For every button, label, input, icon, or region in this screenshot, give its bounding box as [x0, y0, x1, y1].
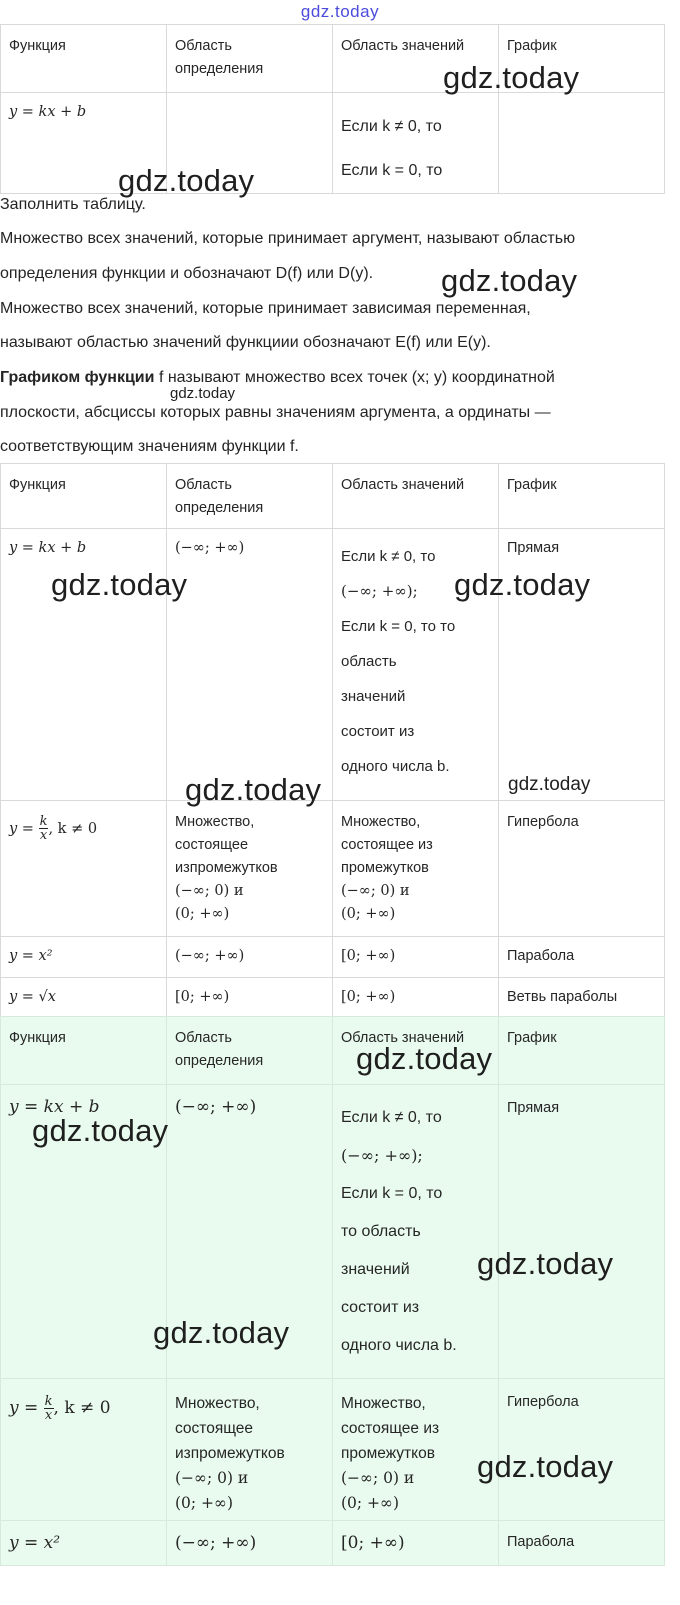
paragraph-line: называют областью значений функциии обозначают E(f) или E(y). — [0, 334, 491, 351]
header-function: Функция — [1, 464, 167, 529]
domain-line: (0; +∞) — [175, 1494, 234, 1512]
header-domain: Область определения — [167, 25, 333, 93]
range-line: состоящее из — [341, 837, 433, 853]
table-row — [1, 1521, 665, 1566]
header-graph: График — [499, 464, 665, 529]
function-cell: y = kx + b — [9, 104, 87, 120]
range-cell: [0; +∞) — [341, 948, 396, 964]
domain-line: Множество, — [175, 1395, 260, 1412]
domain-cell: (−∞; +∞) — [175, 1533, 257, 1553]
watermark: gdz.today — [153, 1315, 290, 1350]
graph-cell: Прямая — [499, 1085, 665, 1379]
fraction-numerator: k — [44, 1394, 53, 1409]
top-watermark: gdz.today — [300, 2, 380, 21]
domain-cell: [0; +∞) — [175, 989, 230, 1005]
range-line: область — [341, 653, 397, 670]
fraction-denominator: x — [39, 828, 48, 843]
graph-cell: Гипербола — [499, 801, 665, 937]
range-cell: [0; +∞) — [341, 989, 396, 1005]
header-range: Область значений — [333, 1017, 499, 1085]
graph-cell: Парабола — [499, 1521, 665, 1566]
range-line: состоящее из — [341, 1420, 440, 1437]
fraction-denominator: x — [44, 1408, 53, 1423]
watermark: gdz.today — [185, 772, 322, 807]
domain-cell: (−∞; +∞) — [175, 1097, 257, 1117]
watermark: gdz.today — [443, 60, 580, 95]
range-line: промежутков — [341, 860, 429, 876]
paragraph-line: Множество всех значений, которые принимает аргумент, называют областью — [0, 230, 576, 247]
header-range: Область значений — [333, 25, 499, 93]
table-row — [1, 937, 665, 978]
graph-cell: Гипербола — [499, 1379, 665, 1521]
watermark: gdz.today — [508, 774, 591, 795]
domain-line: изпромежутков — [175, 1445, 285, 1462]
filled-table — [0, 463, 665, 1019]
header-function: Функция — [1, 25, 167, 93]
watermark: gdz.today — [477, 1449, 614, 1484]
range-line: то область — [341, 1223, 421, 1240]
domain-line: Множество, — [175, 814, 255, 830]
range-line: Множество, — [341, 814, 421, 830]
domain-line: (−∞; 0) и — [175, 883, 244, 899]
range-line: Если k = 0, то — [341, 162, 443, 179]
range-line: Если k = 0, то — [341, 1185, 443, 1202]
domain-line: состоящее — [175, 1420, 254, 1437]
range-line: значений — [341, 688, 406, 705]
range-line: (0; +∞) — [341, 906, 396, 922]
watermark: gdz.today — [356, 1041, 493, 1076]
domain-line: (0; +∞) — [175, 906, 230, 922]
header-domain: Область определения — [167, 1017, 333, 1085]
range-line: промежутков — [341, 1445, 435, 1462]
domain-line: изпромежутков — [175, 860, 278, 876]
graph-cell: Прямая — [499, 529, 665, 801]
range-line: Если k ≠ 0, то — [341, 548, 436, 565]
header-graph: График — [499, 1017, 665, 1085]
range-line: Если k ≠ 0, то — [341, 1109, 442, 1126]
range-line: (−∞; +∞); — [341, 582, 418, 600]
domain-line: состоящее — [175, 837, 249, 853]
range-cell: [0; +∞) — [341, 1533, 405, 1553]
graph-cell-empty — [499, 93, 665, 194]
table-row — [1, 93, 665, 194]
graph-term: Графиком функции — [0, 369, 155, 386]
domain-line: (−∞; 0) и — [175, 1469, 249, 1487]
header-graph: График — [499, 25, 665, 93]
table-row — [1, 978, 665, 1019]
instruction: Заполнить таблицу. — [0, 196, 146, 213]
paragraph-line — [0, 369, 555, 387]
paragraph-graph-def: f называют множество всех точек (x; y) координатной — [158, 369, 555, 386]
table-row — [1, 801, 665, 937]
range-line: состоит из — [341, 1299, 420, 1316]
watermark: gdz.today — [51, 567, 188, 602]
function-cell: y = √x — [9, 989, 56, 1005]
header-range: Область значений — [333, 464, 499, 529]
watermark: gdz.today — [170, 385, 236, 402]
range-line: (−∞; +∞); — [341, 1146, 423, 1165]
range-line: Если k = 0, то то — [341, 618, 456, 635]
function-cell: y = kx + b — [9, 1097, 100, 1117]
watermark: gdz.today — [32, 1113, 169, 1148]
watermark: gdz.today — [118, 163, 255, 198]
table-header-row — [1, 1017, 665, 1085]
range-line: одного числа b. — [341, 1337, 457, 1354]
domain-cell: (−∞; +∞) — [175, 948, 245, 964]
graph-cell: Ветвь параболы — [499, 978, 665, 1019]
range-line: состоит из — [341, 723, 415, 740]
function-cell: y = x² — [9, 948, 53, 964]
domain-cell: (−∞; +∞) — [175, 540, 245, 556]
function-condition: , k ≠ 0 — [53, 1398, 111, 1418]
range-line: (−∞; 0) и — [341, 883, 410, 899]
range-line: (−∞; 0) и — [341, 1469, 415, 1487]
function-cell: y = $\frac{k}{x}$ , k ≠ 0 — [9, 1394, 111, 1423]
watermark: gdz.today — [454, 567, 591, 602]
range-line: значений — [341, 1261, 410, 1278]
paragraph-line: Множество всех значений, которые принимает зависимая переменная, — [0, 300, 531, 317]
graph-cell: Парабола — [499, 937, 665, 978]
task-table — [0, 24, 665, 194]
function-cell: y = x² — [9, 1533, 61, 1553]
function-condition: , k ≠ 0 — [48, 820, 98, 837]
range-line: одного числа b. — [341, 758, 450, 775]
range-line: Множество, — [341, 1395, 426, 1412]
paragraph-line: соответствующим значениям функции f. — [0, 438, 299, 455]
watermark: gdz.today — [441, 263, 578, 298]
function-cell: y = kx + b — [9, 540, 87, 556]
fraction-numerator: k — [39, 814, 48, 829]
table-header-row — [1, 464, 665, 529]
function-cell: y = $\frac{k}{x}$ , k ≠ 0 — [9, 814, 98, 843]
range-line: (0; +∞) — [341, 1494, 400, 1512]
paragraph-line: плоскости, абсциссы которых равны значениям аргумента, а ординаты — — [0, 404, 551, 421]
header-domain: Область определения — [167, 464, 333, 529]
header-function: Функция — [1, 1017, 167, 1085]
watermark: gdz.today — [477, 1246, 614, 1281]
range-line: Если k ≠ 0, то — [341, 118, 442, 135]
paragraph-line: определения функции и обозначают D(f) или D(y). — [0, 265, 374, 282]
